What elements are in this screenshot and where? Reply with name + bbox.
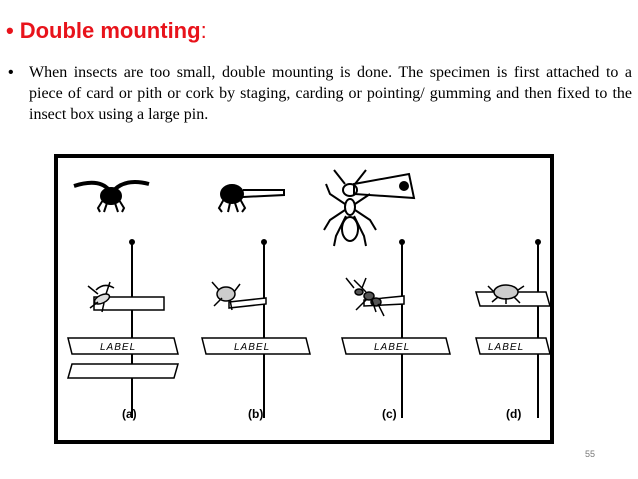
title-bullet: • — [6, 18, 14, 43]
body-bullet: • — [8, 64, 14, 81]
caption-c: (c) — [382, 407, 397, 421]
label-text-d: LABEL — [488, 342, 525, 353]
label-text-a: LABEL — [100, 342, 137, 353]
insect-mounting-figure — [54, 154, 554, 444]
lower-card-a — [68, 364, 178, 378]
slide-title — [6, 18, 207, 44]
label-text-c: LABEL — [374, 342, 411, 353]
caption-d: (d) — [506, 407, 522, 421]
body-paragraph — [8, 62, 632, 125]
caption-b: (b) — [248, 407, 264, 421]
label-text-b: LABEL — [234, 342, 271, 353]
page-number: 55 — [585, 449, 596, 459]
body-text: When insects are too small, double mounting is done. The specimen is first attached to a piece of card or pith or cork by staging, carding or pointing/ gumming and then fixed to the insect box using a large pin. — [29, 64, 632, 123]
title-colon: : — [200, 18, 207, 43]
caption-a: (a) — [122, 407, 137, 421]
title-text: Double mounting — [19, 18, 201, 43]
